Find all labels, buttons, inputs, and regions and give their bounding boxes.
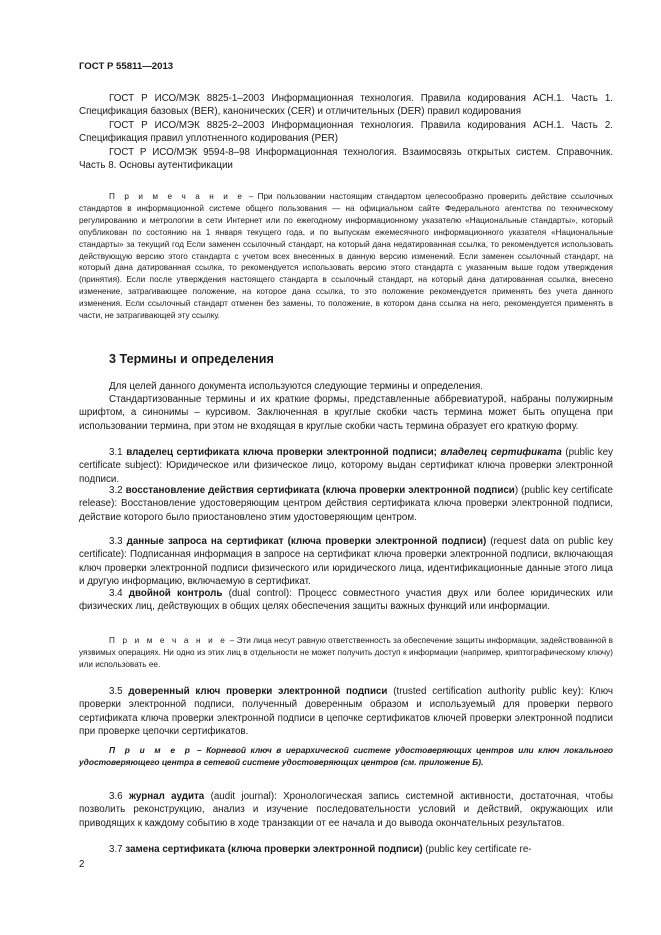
term-definition: (dual control): Процесс совместного участия двух или более юридических или физических лиц, действующих в общих целях обеспечения защиты важных функций или информации. xyxy=(79,588,614,613)
term-name: данные запроса на сертификат (ключа проверки электронной подписи) xyxy=(126,536,487,547)
term-number: 3.7 xyxy=(109,844,126,855)
note-text: – При пользовании настоящим стандартом целесообразно проверить действие ссылочных стандартов в информационной системе общего пользования — на официальном сайте Федерального агентства по техническому регулированию и метрологии в сети Интернет или по ежегодному информационному указателю «Национальные стандарты», который опубликован по состоянию на 1 января текущего года, и по выпускам ежемесячного информационного указателя «Национальные стандарты» за текущий год Если заменен ссылочный стандарт, на который дана недатированная ссылка, то рекомендуется использовать действующую версию этого стандарта с учетом всех внесенных в данную версию изменений. Если заменен ссылочный стандарт, на который дана датированная ссылка, то рекомендуется использовать версию этого стандарта с указанным выше годом утверждения (принятия). Если после утверждения настоящего стандарта в ссылочный стандарт, на который дана датированная ссылка, внесено изменение, затрагивающее положение, на которое дана ссылка, то это положение рекомендуется применять без учета данного изменения. Если ссылочный стандарт отменен без замены, то положение, в котором дана ссылка на него, рекомендуется применять в части, не затрагивающей эту ссылку. xyxy=(79,192,613,321)
note-label: П р и м е ч а н и е xyxy=(109,192,245,201)
document-header: ГОСТ Р 55811—2013 xyxy=(79,61,174,72)
section-intro-conventions: Стандартизованные термины и их краткие формы, представленные аббревиатурой, набраны полужирным шрифтом, а синонимы – курсивом. Заключенная в круглые скобки часть термина может быть опущена при использовании термина, при этом не входящая в круглые скобки часть термина образует его краткую форму. xyxy=(79,394,613,432)
term-3-1 xyxy=(79,446,613,486)
note-references xyxy=(79,191,613,322)
term-name: журнал аудита xyxy=(128,791,205,802)
example-trusted-key xyxy=(79,744,613,768)
term-definition: (audit journal): Хронологическая запись системной активности, достаточная, чтобы позволить реконструкцию, анализ и изучение последовательности условий и действий, окружающих или приводящих к каждому событию в ходе транзакции от ее начала и до вывода окончательных результатов. xyxy=(79,791,614,829)
term-3-3 xyxy=(79,535,613,589)
term-3-2 xyxy=(79,484,613,524)
term-definition: (trusted certification authority public key): Ключ проверки электронной подписи, полученный доверенным образом и используемый для проверки первого сертификата ключа проверки электронной подписи в цепочке сертификатов ключей проверки электронной подписи при проверке цепочки сертификатов. xyxy=(79,686,614,738)
term-3-4 xyxy=(79,587,613,614)
term-3-5 xyxy=(79,685,613,739)
term-number: 3.1 xyxy=(109,447,127,458)
reference-item: ГОСТ Р ИСО/МЭК 8825-2–2003 Информационная технология. Правила кодирования АСН.1. Часть 2. Спецификация правил уплотненного кодирования (PER) xyxy=(79,119,613,145)
term-synonym: владелец сертификата xyxy=(436,447,562,458)
term-name: восстановление действия сертификата (ключа проверки электронной подписи xyxy=(125,485,515,496)
term-definition: ) (public key certificate release): Восстановление удостоверяющим центром действия сертификата ключа проверки электронной подписи, действие которого было приостановлено этим удостоверяющим центром. xyxy=(79,485,613,523)
term-name: доверенный ключ проверки электронной подписи xyxy=(128,686,388,697)
note-text: – Эти лица несут равную ответственность за обеспечение защиты информации, задействованной в уязвимых операциях. Ни одно из этих лиц в отдельности не может получить доступ к информации (например, криптографическому ключу) или использовать ее. xyxy=(79,636,613,669)
section-title: 3 Термины и определения xyxy=(109,352,274,366)
term-number: 3.4 xyxy=(109,588,129,599)
term-3-7 xyxy=(79,843,613,856)
example-text: – Корневой ключ в иерархической системе удостоверяющих центров или ключ локального удостоверяющего центра в сетевой системе удостоверяющих центров (см. приложение Б). xyxy=(79,745,613,768)
note-dual-control xyxy=(79,635,613,671)
term-name: владелец сертификата ключа проверки электронной подписи; xyxy=(126,447,437,458)
term-definition: (public key certificate subject): Юридическое или физическое лицо, которому выдан сертификат ключа проверки электронной подписи. xyxy=(79,447,613,485)
reference-item: ГОСТ Р ИСО/МЭК 8825-1–2003 Информационная технология. Правила кодирования АСН.1. Часть 1. Спецификация базовых (BER), канонических (CER) и отличительных (DER) правил кодирования xyxy=(79,93,613,118)
term-name: двойной контроль xyxy=(128,588,223,599)
page-number: 2 xyxy=(79,859,85,870)
term-number: 3.3 xyxy=(109,536,127,547)
term-name: замена сертификата (ключа проверки электронной подписи) xyxy=(125,844,423,855)
term-number: 3.2 xyxy=(109,485,126,496)
term-definition: (public key certificate re- xyxy=(422,844,532,855)
reference-item: ГОСТ Р ИСО/МЭК 9594-8–98 Информационная технология. Взаимосвязь открытых систем. Справочник. Часть 8. Основы аутентификации xyxy=(79,146,613,172)
note-label: П р и м е ч а н и е xyxy=(109,636,228,645)
term-3-6 xyxy=(79,790,613,830)
normative-references xyxy=(79,92,613,172)
term-definition: (request data on public key certificate): Подписанная информация в запросе на сертификат ключа проверки электронной подписи, включающая ключ проверки электронной подписи физического или юридического лица, идентификационные данные этого лица и другую информацию, включаемую в сертификат. xyxy=(79,536,613,588)
example-label: П р и м е р xyxy=(109,745,193,755)
section-intro: Для целей данного документа используются следующие термины и определения. xyxy=(109,381,483,392)
term-number: 3.5 xyxy=(109,686,129,697)
term-number: 3.6 xyxy=(109,791,129,802)
